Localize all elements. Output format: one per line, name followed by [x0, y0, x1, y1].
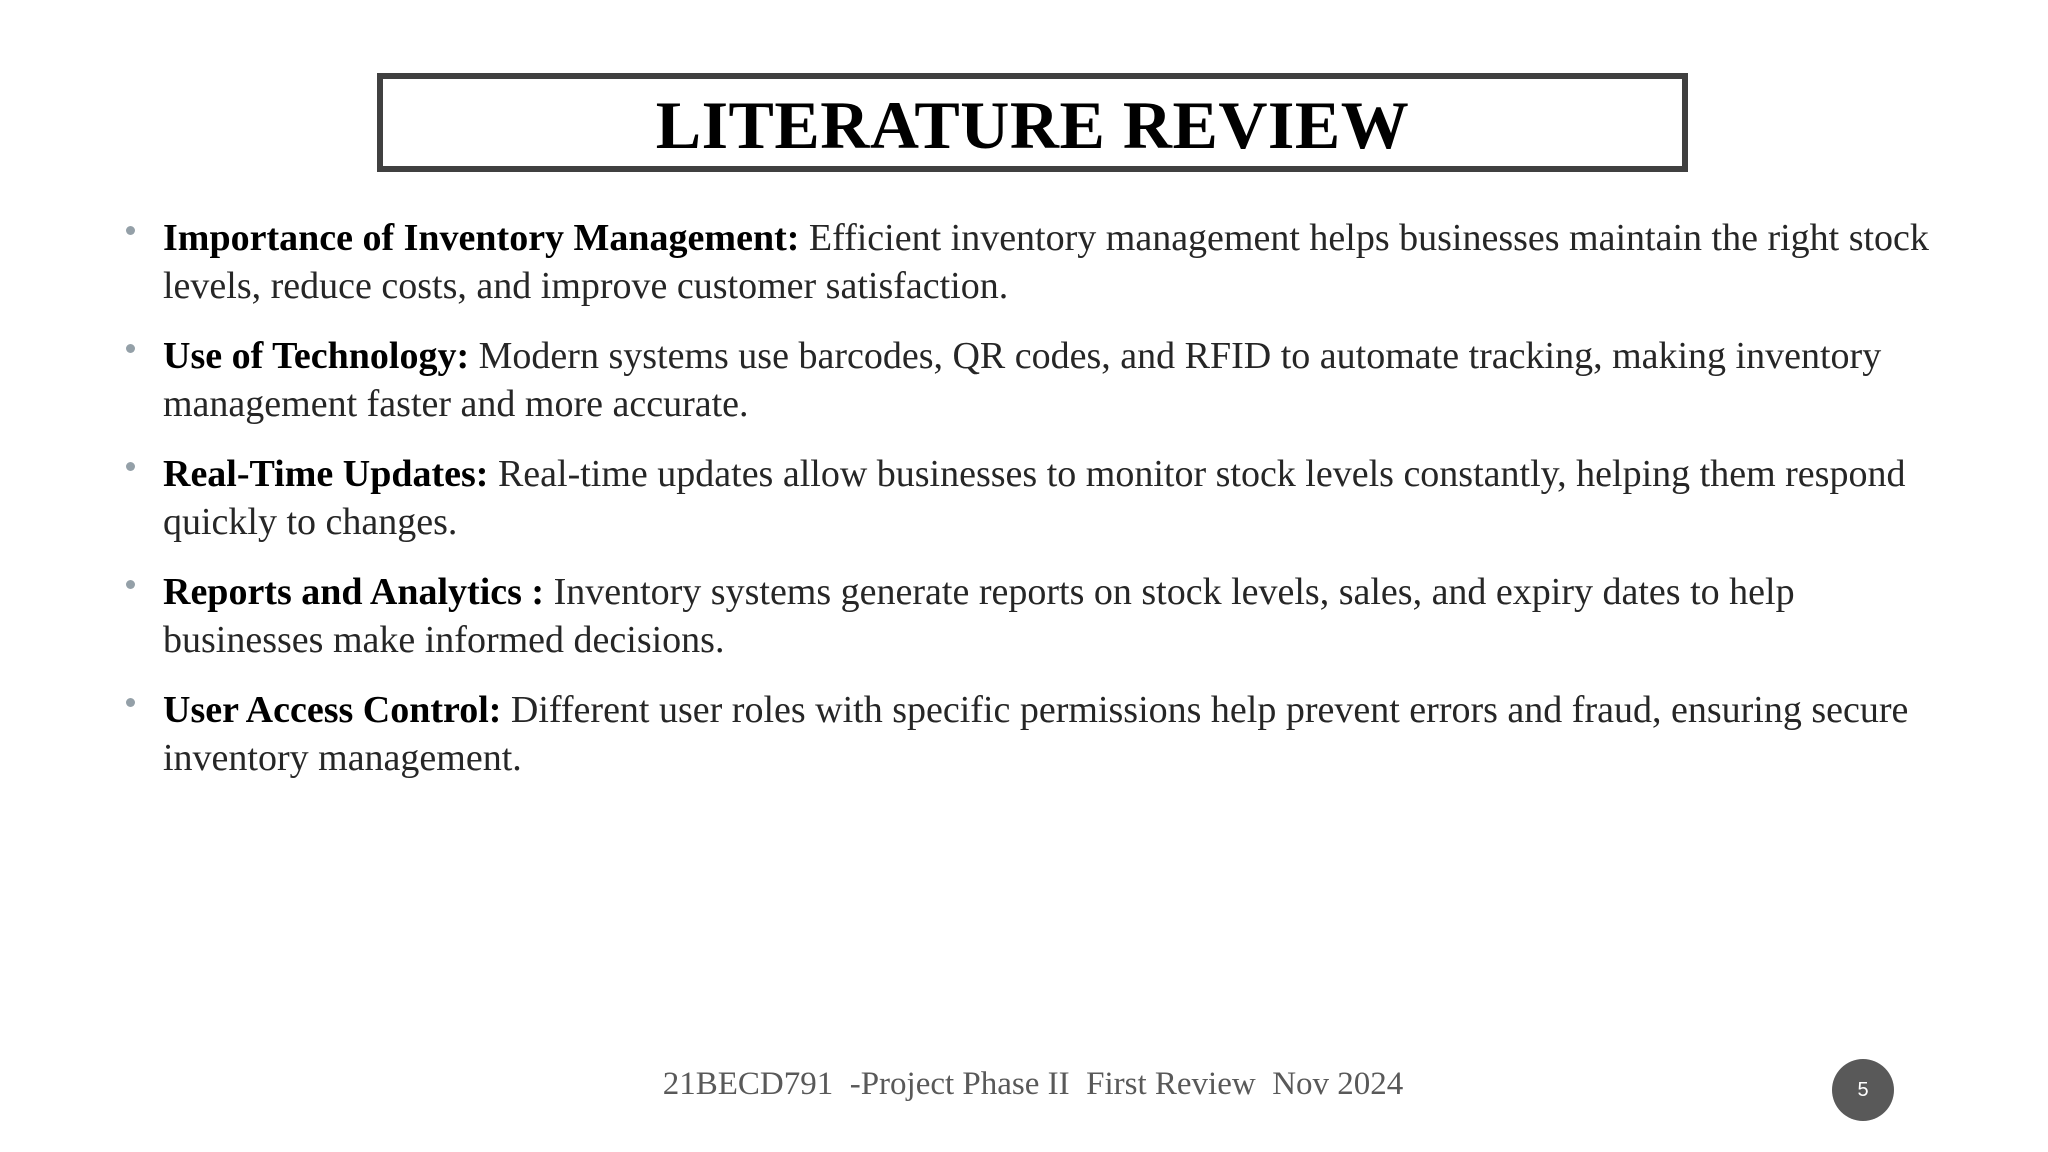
page-number-badge — [1832, 1059, 1894, 1121]
bullet-term: Reports and Analytics : — [163, 571, 545, 613]
bullet-text: Efficient inventory management helps businesses maintain the right stock levels, reduce costs, and improve customer satisfaction. — [163, 217, 1929, 307]
bullet-dot-icon — [126, 698, 135, 707]
bullet-item — [124, 568, 1944, 664]
bullet-item — [124, 332, 1944, 428]
bullet-dot-icon — [126, 344, 135, 353]
bullet-dot-icon — [126, 580, 135, 589]
bullet-dot-icon — [126, 462, 135, 471]
bullet-text: Different user roles with specific permissions help prevent errors and fraud, ensuring secure inventory management. — [163, 689, 1909, 779]
bullet-term: Use of Technology: — [163, 335, 470, 377]
bullet-term: Importance of Inventory Management: — [163, 217, 800, 259]
bullet-term: User Access Control: — [163, 689, 502, 731]
bullet-item — [124, 450, 1944, 546]
bullet-text: Inventory systems generate reports on stock levels, sales, and expiry dates to help businesses make informed decisions. — [163, 571, 1795, 661]
slide-title: LITERATURE REVIEW — [655, 86, 1410, 163]
bullet-dot-icon — [126, 226, 135, 235]
bullet-list — [124, 214, 1944, 804]
bullet-text: Modern systems use barcodes, QR codes, and RFID to automate tracking, making inventory management faster and more accurate. — [163, 335, 1882, 425]
bullet-text: Real-time updates allow businesses to monitor stock levels constantly, helping them respond quickly to changes. — [163, 453, 1906, 543]
bullet-item — [124, 214, 1944, 310]
page-number: 5 — [1857, 1078, 1869, 1101]
bullet-item — [124, 686, 1944, 782]
title-box — [377, 73, 1688, 172]
bullet-term: Real-Time Updates: — [163, 453, 489, 495]
slide-footer: 21BECD791 -Project Phase II First Review Nov 2024 — [662, 1066, 1404, 1102]
